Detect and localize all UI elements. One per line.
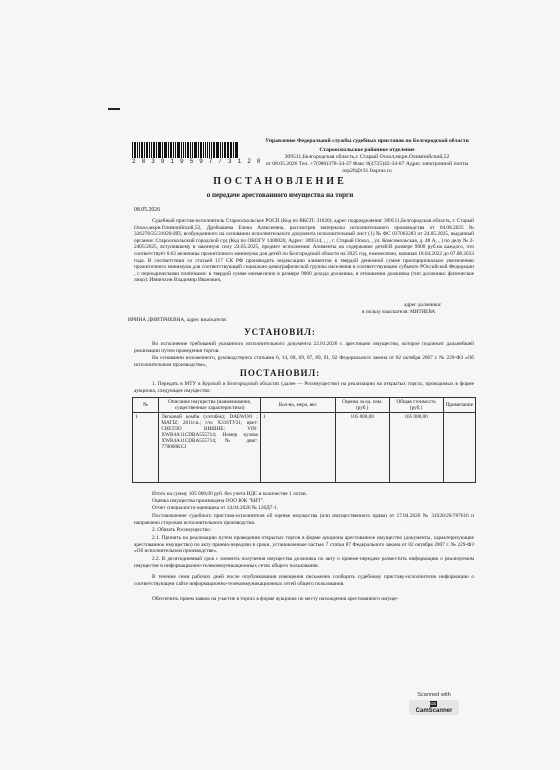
col-qty: Кол-во, мера, вес <box>260 398 335 413</box>
scanned-with-text: Scanned with <box>417 692 451 698</box>
barcode-bar <box>177 142 180 158</box>
header-contacts: от 08.05.2026 Тел. +7(980)378-34-37 Факс 8(4725)42-34-87 Адрес электронной почты osp20@r31.fssprus.ru <box>265 161 469 174</box>
col-num: № <box>133 398 159 413</box>
barcode-bar <box>227 142 228 158</box>
debtor-address-label: адрес должника: <box>404 302 442 308</box>
barcode-bar <box>205 142 206 158</box>
barcode-bar <box>203 142 204 158</box>
barcode-bar <box>200 142 202 158</box>
header-org: Управление Федеральной службы судебных приставов по Белгородской области <box>265 138 469 144</box>
barcode-bar <box>211 142 212 158</box>
barcode-bar <box>153 142 155 158</box>
barcode <box>132 142 238 158</box>
barcode-bar <box>190 142 191 158</box>
camscanner-watermark <box>409 692 459 714</box>
table-header-row <box>133 398 476 413</box>
valuation-line: Оценка имущества произведена ООО ЮК "БИТ". <box>152 498 265 504</box>
barcode-bar <box>194 142 197 158</box>
resolved-heading: ПОСТАНОВИЛ: <box>239 368 321 378</box>
barcode-bar <box>209 142 210 158</box>
col-desc: Описание имущества (наименование, существенные характеристики) <box>159 398 260 413</box>
barcode-bar <box>228 142 229 158</box>
barcode-bar <box>187 142 189 158</box>
barcode-bar <box>162 142 163 158</box>
barcode-bar <box>141 142 144 158</box>
doc-title: ПОСТАНОВЛЕНИЕ <box>213 176 347 187</box>
camscanner-logo-icon: CS <box>430 701 436 706</box>
claimant-name: ИРИНА ДМИТРИЕВНА, адрес взыскателя: <box>128 317 228 323</box>
col-note: Примечание <box>443 398 475 413</box>
barcode-bar <box>165 142 167 158</box>
barcode-bar <box>233 142 234 158</box>
cell-price: 105 000,00 <box>335 413 389 483</box>
barcode-bar <box>144 142 145 158</box>
barcode-bar <box>170 142 172 158</box>
camscanner-badge <box>409 700 459 715</box>
barcode-bar <box>168 142 169 158</box>
cell-qty: 1 <box>260 413 335 483</box>
basis-text: На основании изложенного, руководствуясь статьями 6, 14, 68, 69, 87, 89, 91, 92 Федерального закона от 02 октября 2007 г. № 229-ФЗ «Об исполнительном производстве», <box>134 355 474 368</box>
barcode-bar <box>235 142 238 158</box>
header-address: 309511,Белгородская область,г. Старый Оскол,мкрн.Олимпийский,52 <box>284 154 450 160</box>
last-line: Обеспечить прием заявок на участие в торгах в форме аукциона по месту нахождения арестованного имуще- <box>152 596 399 602</box>
doc-date: 08.05.2026 <box>134 207 161 213</box>
barcode-bar <box>230 142 232 158</box>
established-text: Во исполнение требований указанного исполнительного документа 22.01.2026 г. арестовано имущество, которое подлежит дальнейшей реализации путем проведения торгов. <box>134 341 474 354</box>
table-row <box>133 413 476 483</box>
barcode-bar <box>137 142 138 158</box>
item-2-2: 2.2. В десятидневный срок с момента получения имущества должника по акту о приеме-передаче разместить информацию о реализуемом имуществе в информационно-телекоммуникационных сетях общего пользования. <box>134 556 474 569</box>
cell-total: 105 000,00 <box>389 413 443 483</box>
barcode-bar <box>175 142 176 158</box>
barcode-bar <box>164 142 165 158</box>
header-dept: Старооскольское районное отделение <box>319 147 415 153</box>
doc-subtitle: о передаче арестованного имущества на торги <box>206 191 354 199</box>
item-2-1: 2.1. Принять на реализацию путем проведения открытых торгов в форме аукциона арестованное имущество (документы, характеризующие арестованное имущество) по акту приема-передачи в сроки, установленные частью 7 статьи 87 Федерального закона от 02 октября 2007 г. № 229-ФЗ «Об исполнительном производстве». <box>134 535 474 555</box>
intro-paragraph: Судебный пристав-исполнитель Старооскольское РОСП (Код по ВКСП: 31020), адрес подразделения: 309511,Белгородская область, г. Старый Оскол,мкрн.Олимпийский,52, Дробышева Елена Алексеевна, рассмотрев материалы исполнительного производства от 04.08.2025 № 326278/25/31020-ИП, возбужденного на основании исполнительного документа исполнительный лист (1) № ФС 037062283 от 24.05.2025, выданный органом: Старооскольский городской суд (Код по ОКОГУ 1400026; Адрес: 309514, , , , г. Старый Оскол, , ул. Комсомольская, д. 48 А, , ) по делу № 2-2405/2025, вступившему в законную силу 24.05.2025, предмет исполнения: Алименты на содержание детей:В размере 9000 руб.на каждого, что соответствует 0.62 величины прожиточного минимума для детей по Белгородской области на 2025 год, ежемесячно, начиная 18.04.2022 до 07.08.2033 года. В соответствии со статьей 117 СК РФ производить индексацию алиментов в твердой денежной сумме пропорционально увеличению прожиточного минимума для соответствующей социально-демографической группы населения в соответствующем субъекте РОссийской Федерации , с периодическими платежами: в твердой сумме ежемесячно в размере 9000 дохода должника, в отношении должника (тип должника: физическое лицо): Ивничхин Владимир Иванович, <box>134 218 474 284</box>
cell-desc: Легковой комби (хэтчбек); DAEWOO ; MATIZ; 2011г.в.; г/н: Х316ТУ31; цвет: СВЕТЛО ВИШНЕ; VIN: XWB4A11CDBA555714; Номер кузова XWB4A11CDBA555714; № двиг: 770008KCJ <box>159 413 260 483</box>
oblige-line: 2. Обязать Росимущество: <box>152 527 212 533</box>
resolution-line: Постановление судебного пристава-исполнителя об оценке имущества (или имущественного права) от 17.04.2026 № 31020/26/787616 и направлено сторонам исполнительного производства. <box>134 513 474 526</box>
barcode-bar <box>158 142 161 158</box>
barcode-bar <box>181 142 182 158</box>
barcode-bar <box>149 142 150 158</box>
barcode-bar <box>224 142 226 158</box>
camscanner-brand: CamScanner <box>415 707 453 714</box>
barcode-bar <box>220 142 221 158</box>
barcode-bar <box>151 142 152 158</box>
header-block <box>262 138 472 175</box>
barcode-bar <box>185 142 187 158</box>
barcode-number: 2 8 3 9 1 9 5 9 7 / 3 1 2 0 <box>132 158 262 165</box>
barcode-bar <box>198 142 199 158</box>
barcode-bar <box>173 142 174 158</box>
cell-num: 1 <box>133 413 159 483</box>
barcode-bar <box>216 142 219 158</box>
barcode-bar <box>132 142 133 158</box>
resolved-item1: 1. Передать в МТУ в Курской и Белгородской областях (далее — Росимущество) на реализацию на открытых торгах, проводимых в форме аукциона, следующее имущество: <box>134 381 474 394</box>
established-heading: УСТАНОВИЛ: <box>244 327 316 337</box>
barcode-bar <box>222 142 223 158</box>
report-line: Отчет специалиста-оценщика от 14.04.2026 № 126Д7-1. <box>152 505 279 511</box>
barcode-bar <box>207 142 209 158</box>
barcode-bar <box>192 142 193 158</box>
barcode-bar <box>156 142 157 158</box>
property-table <box>132 397 476 483</box>
cell-note <box>443 413 475 483</box>
barcode-bar <box>139 142 140 158</box>
barcode-bar <box>183 142 184 158</box>
total-line: Итого на сумму 105 000,00 руб. без учета НДС в количестве 1 лотов. <box>152 491 307 497</box>
barcode-bar <box>134 142 136 158</box>
col-total: Общая стоимость (руб.) <box>389 398 443 413</box>
workdays-line: В течение семи рабочих дней после опубликования извещения письменно сообщить судебному приставу-исполнителю информацию о соответствующем сайте информационно-телекоммуникационных сетей общего пользования. <box>134 574 474 587</box>
barcode-bar <box>146 142 148 158</box>
margin-dash <box>108 108 120 110</box>
claimant-label: в пользу взыскателя: МИТЯЕВА <box>362 309 436 315</box>
col-price: Оценка за ед. изм. (руб.) <box>335 398 389 413</box>
barcode-bar <box>213 142 215 158</box>
